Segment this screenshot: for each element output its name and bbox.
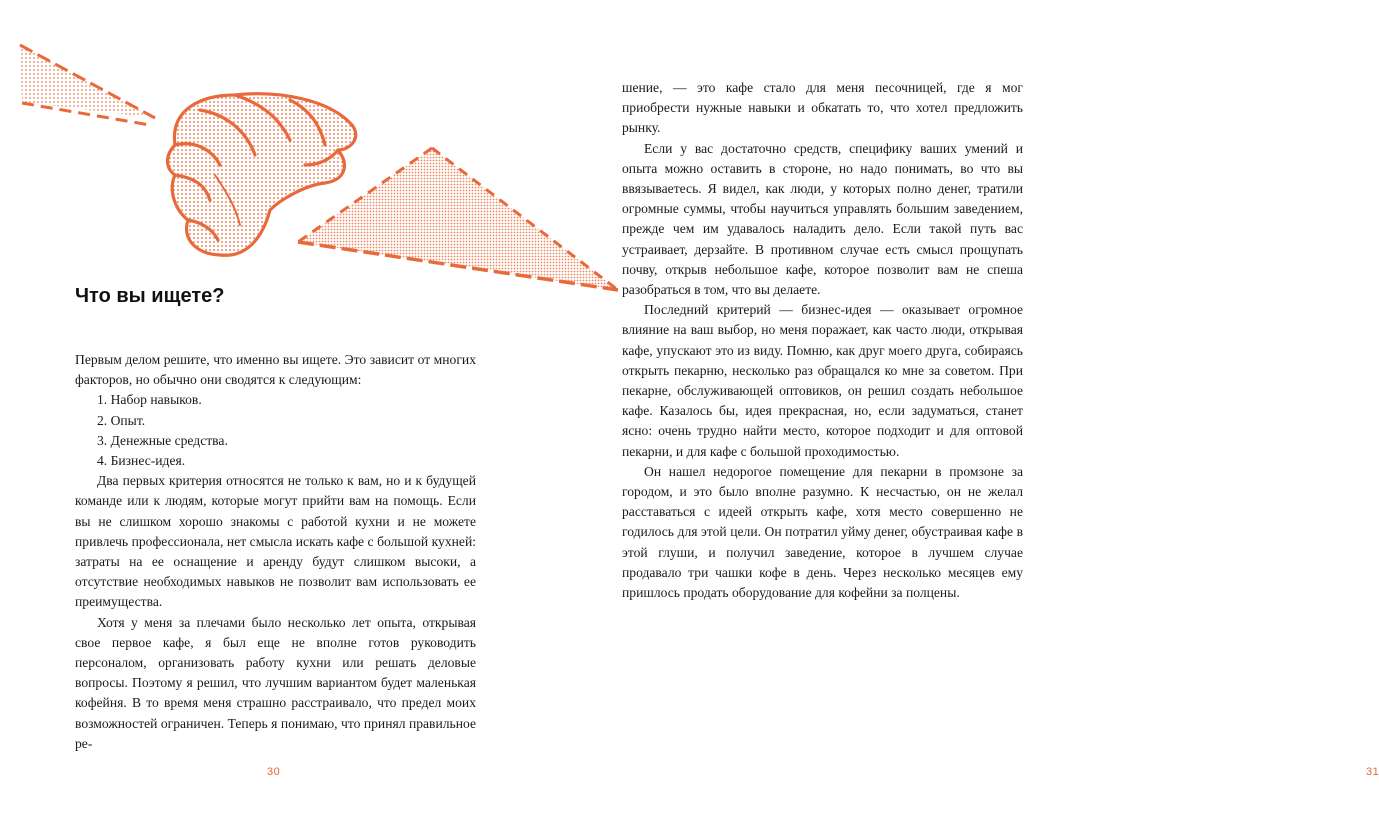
body-paragraph: Он нашел недорогое помещение для пекарни в промзоне за городом, и это было вполне разумно. К несчастью, он не желал расставаться с идеей открыть кафе, хотя место совершенно не годилось для этой цели. Он потратил уйму денег, обустраивая кафе в этой глуши, и получил заведение, которое в лучшем случае продавало три чашки кофе в день. Через несколько месяцев ему пришлось продать оборудование для кофейни за полцены. xyxy=(622,463,1023,601)
left-body-text xyxy=(75,350,476,754)
body-paragraph: Если у вас достаточно средств, специфику ваших умений и опыта можно оставить в стороне, но надо понимать, во что вы ввязываетесь. Я видел, как люди, у которых полно денег, тратили огромные суммы, чтобы научиться управлять большим заведением, прежде чем им удавалось наладить дело. Если такой путь вас устраивает, дерзайте. В противном случае есть смысл прощупать почву, открыв небольшое кафе, которое позволит вам не спеша разобраться в том, что вы делаете. xyxy=(622,140,1023,298)
body-paragraph: Два первых критерия относятся не только к вам, но и к будущей команде или к людям, которые могут прийти вам на помощь. Если вы не слишком хорошо знакомы с работой кухни и не можете привлечь профессионала, нет смысла искать кафе с большой кухней: затраты на ее оснащение и аренду будут слишком высоки, а отсутствие необходимых навыков не позволит вам использовать ее преимущества. xyxy=(75,473,476,610)
intro-paragraph: Первым делом решите, что именно вы ищете. Это зависит от многих факторов, но обычно они сводятся к следующим: xyxy=(75,352,476,388)
page-number-left: 30 xyxy=(267,766,281,778)
list-item: 3. Денежные средства. xyxy=(97,432,228,448)
right-body-text xyxy=(622,78,1023,603)
continuation-paragraph: шение, — это кафе стало для меня песочницей, где я мог приобрести нужные навыки и обкатать то, что хотел предложить рынку. xyxy=(622,80,1023,136)
section-heading: Что вы ищете? xyxy=(75,285,225,307)
body-paragraph: Последний критерий — бизнес-идея — оказывает огромное влияние на ваш выбор, но меня поражает, как часто люди, открывая кафе, упускают это из виду. Помню, как друг моего друга, собираясь открыть пекарню, несколько раз обращался ко мне за советом. При пекарне, обслуживающей оптовиков, он решил создать небольшое кафе. Казалось бы, идея прекрасная, но, если задуматься, станет ясно: очень трудно найти место, которое подходит и для оптовой пекарни, и для кафе с большой проходимостью. xyxy=(622,302,1023,459)
list-item: 2. Опыт. xyxy=(97,412,146,428)
list-item: 4. Бизнес-идея. xyxy=(97,453,186,469)
page-number-right: 31 xyxy=(1366,766,1379,778)
body-paragraph: Хотя у меня за плечами было несколько лет опыта, открывая свое первое кафе, я был еще не вполне готов руководить персоналом, организовать работу кухни или решать деловые вопросы. Поэтому я решил, что лучшим вариантом будет маленькая кофейня. В то время меня страшно расстраивало, что предел моих возможностей ограничен. Теперь я понимаю, что принял правильное ре- xyxy=(75,614,476,751)
criteria-list xyxy=(75,390,476,471)
list-item: 1. Набор навыков. xyxy=(97,392,202,408)
left-page xyxy=(0,0,550,825)
